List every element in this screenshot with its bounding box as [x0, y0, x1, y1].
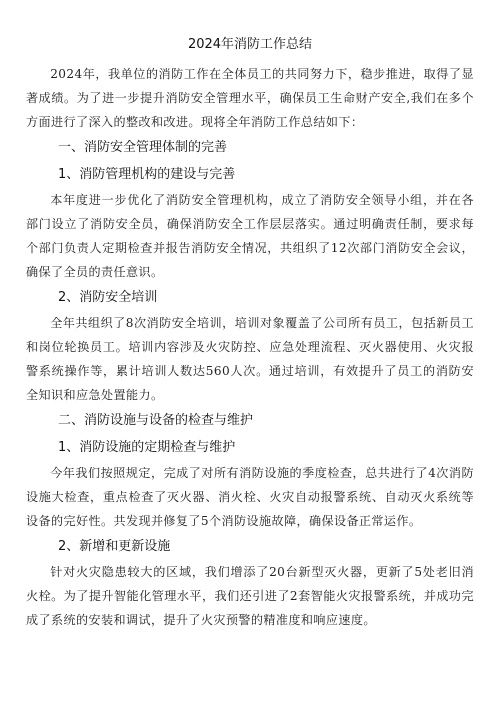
subsection-heading-inspection: 1、消防设施的定期检查与维护 — [58, 440, 236, 455]
paragraph-organization: 本年度进一步优化了消防安全管理机构，成立了消防安全领导小组，并在各部门设立了消防安全员，确保消防安全工作层层落实。通过明确责任制，要求每个部门负责人定期检查并报告消防安全情况，共组织了12次部门消防安全会议，确保了全员的责任意识。 — [26, 193, 474, 279]
subsection-heading-training: 2、消防安全培训 — [58, 290, 158, 305]
document-title: 2024年消防工作总结 — [187, 37, 313, 52]
section-heading-facilities: 二、消防设施与设备的检查与维护 — [58, 413, 254, 428]
intro-paragraph: 2024年，我单位的消防工作在全体员工的共同努力下，稳步推进，取得了显著成绩。为了进一步提升消防安全管理水平，确保员工生命财产安全,我们在多个方面进行了深入的整改和改进。现将全年消防工作总结如下： — [26, 67, 474, 129]
paragraph-inspection: 今年我们按照规定，完成了对所有消防设施的季度检查，总共进行了4次消防设施大检查，重点检查了灭火器、消火栓、火灾自动报警系统、自动灭火系统等设备的完好性。共发现并修复了5个消防设施故障，确保设备正常运作。 — [26, 466, 474, 528]
paragraph-training: 全年共组织了8次消防安全培训，培训对象覆盖了公司所有员工，包括新员工和岗位轮换员工。培训内容涉及火灾防控、应急处理流程、灭火器使用、火灾报警系统操作等，累计培训人数达560人次。通过培训，有效提升了员工的消防安全知识和应急处置能力。 — [26, 316, 474, 402]
subsection-heading-organization: 1、消防管理机构的建设与完善 — [58, 167, 236, 182]
paragraph-new-equipment: 针对火灾隐患较大的区域，我们增添了20台新型灭火器，更新了5处老旧消火栓。为了提升智能化管理水平，我们还引进了2套智能火灾报警系统，并成功完成了系统的安装和调试，提升了火灾预警的精准度和响应速度。 — [26, 565, 474, 627]
subsection-heading-new-equipment: 2、新增和更新设施 — [58, 539, 171, 554]
section-heading-management: 一、消防安全管理体制的完善 — [58, 140, 228, 155]
